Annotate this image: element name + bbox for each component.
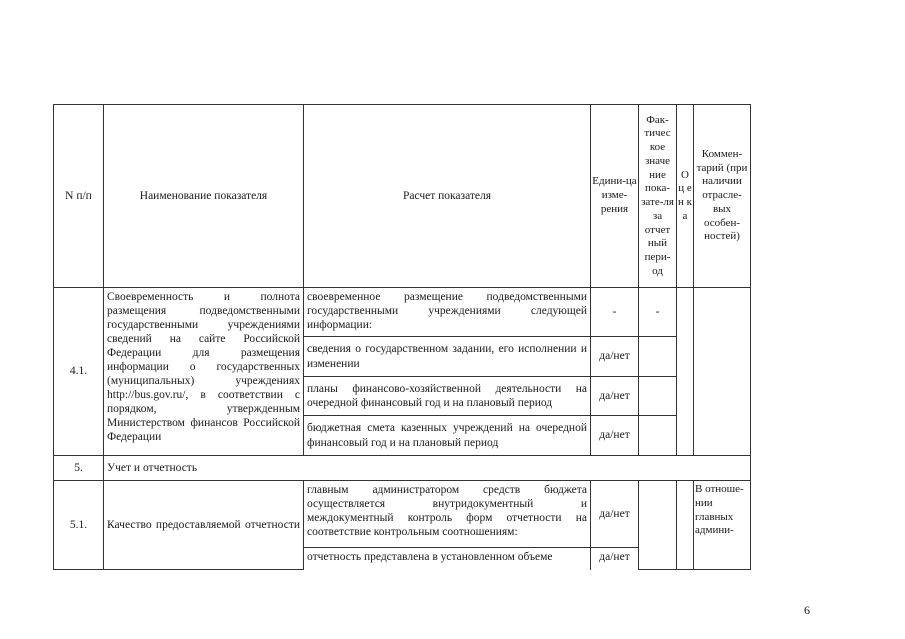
unit-cell: да/нет	[591, 377, 639, 416]
fact-cell	[639, 481, 677, 570]
indicator-table	[53, 104, 751, 570]
section-row	[54, 456, 751, 481]
section-num: 5.	[54, 456, 104, 481]
table-row	[54, 481, 751, 548]
header-unit: Едини-ца изме-рения	[591, 105, 639, 288]
calc-text: планы финансово-хозяйственной деятельности на очередной финансовый год и на плановый период	[304, 377, 591, 416]
comment-cell	[694, 288, 751, 456]
calc-text: отчетность представлена в установленном объеме	[304, 548, 591, 570]
unit-cell: да/нет	[591, 337, 639, 377]
calc-text: бюджетная смета казенных учреждений на очередной финансовый год и на плановый период	[304, 416, 591, 456]
unit-cell: да/нет	[591, 416, 639, 456]
calc-text: своевременное размещение подведомственными государственными учреждениями следующей информации:	[304, 288, 591, 337]
fact-cell	[639, 337, 677, 377]
table-row	[54, 288, 751, 337]
header-calc: Расчет показателя	[304, 105, 591, 288]
indicator-name: Качество предоставляемой отчетности	[104, 481, 304, 570]
calc-text: сведения о государственном задании, его исполнении и изменении	[304, 337, 591, 377]
indicator-name: Своевременность и полнота размещения подведомственными государственными учреждениями сведений на сайте Российской Федерации для размещения информации о государственных (муниципальных) учреждениях http://bus.gov.ru/, в соответствии с порядком, утвержденным Министерством финансов Российской Федерации	[104, 288, 304, 456]
table-header-row	[54, 105, 751, 288]
header-score: О ц е н к а	[677, 105, 694, 288]
header-fact: Фак-тичес кое значе ние пока-зате-ля за отчет ный пери-од	[639, 105, 677, 288]
comment-cell: В отноше-нии главных админи-	[694, 481, 751, 570]
section-title: Учет и отчетность	[104, 456, 751, 481]
unit-cell: да/нет	[591, 481, 639, 548]
header-name: Наименование показателя	[104, 105, 304, 288]
calc-text: главным администратором средств бюджета осуществляется внутридокументный и междокументный контроль форм отчетности на соответствие контрольным соотношениям:	[304, 481, 591, 548]
header-num: N п/п	[54, 105, 104, 288]
score-cell	[677, 481, 694, 570]
row-num: 5.1.	[54, 481, 104, 570]
fact-cell	[639, 416, 677, 456]
page-number: 6	[804, 603, 810, 617]
unit-cell: да/нет	[591, 548, 639, 570]
unit-cell: -	[591, 288, 639, 337]
fact-cell	[639, 377, 677, 416]
row-num: 4.1.	[54, 288, 104, 456]
fact-cell: -	[639, 288, 677, 337]
header-comment: Коммен-тарий (при наличии отрасле-вых особен-ностей)	[694, 105, 751, 288]
score-cell	[677, 288, 694, 456]
